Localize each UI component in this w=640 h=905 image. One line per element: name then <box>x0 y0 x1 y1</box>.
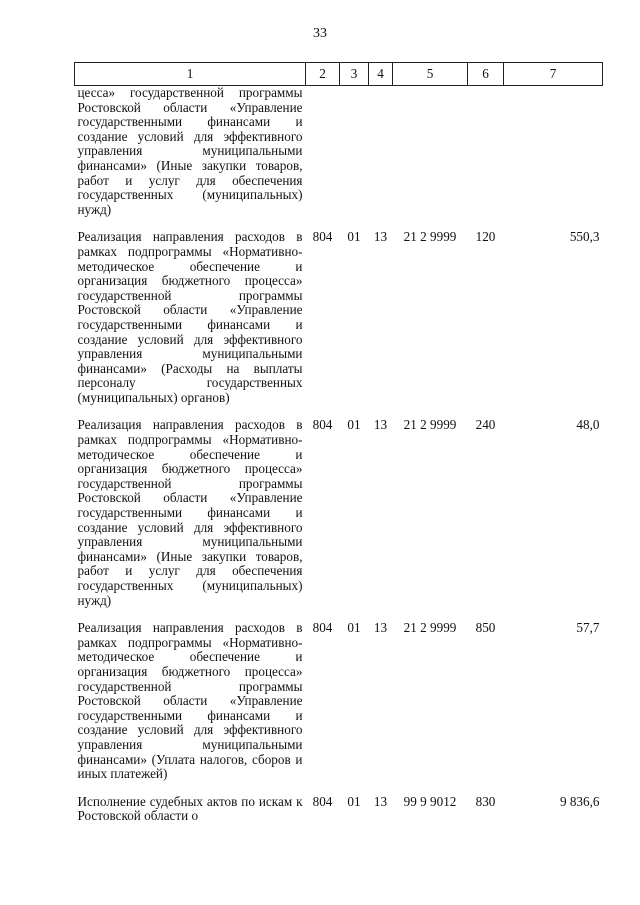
row-code-target: 21 2 9999 <box>403 417 457 433</box>
row-code-expense-type <box>468 86 504 231</box>
row-description: Реализация направления расходов в рамках подпрограммы «Нормативно-методическое обеспечение и организация бюджетного процесса» государственной программы Ростовской области «Управление государственными финансами и создание условий для эффективного управления муниципальными финансами» (Уплата налогов, сборов и иных платежей) <box>77 620 303 782</box>
column-header-1: 1 <box>75 63 306 86</box>
row-code-ministry <box>306 86 340 231</box>
row-code-expense-type: 830 <box>475 793 496 809</box>
row-code-target: 21 2 9999 <box>403 620 457 636</box>
row-code-section: 01 <box>347 417 361 433</box>
column-header-2: 2 <box>306 63 340 86</box>
row-amount: 550,3 <box>569 229 600 245</box>
column-header-6: 6 <box>468 63 504 86</box>
column-header-5: 5 <box>393 63 468 86</box>
table-row <box>75 795 603 824</box>
row-code-expense-type: 850 <box>475 620 496 636</box>
row-code-subsection: 13 <box>373 229 388 245</box>
row-code-expense-type: 240 <box>475 417 496 433</box>
row-code-subsection <box>369 86 393 231</box>
row-code-section <box>340 86 369 231</box>
row-code-section: 01 <box>347 229 361 245</box>
page-number: 33 <box>313 26 327 41</box>
row-code-subsection: 13 <box>373 620 388 636</box>
row-description: Реализация направления расходов в рамках подпрограммы «Нормативно-методическое обеспечение и организация бюджетного процесса» государственной программы Ростовской области «Управление государственными финансами и создание условий для эффективного управления муниципальными финансами» (Расходы на выплаты персоналу государственных (муниципальных) органов) <box>77 229 303 405</box>
row-code-section: 01 <box>347 793 361 809</box>
row-code-ministry: 804 <box>312 417 333 433</box>
row-description: цесса» государственной программы Ростовской области «Управление государственными финансами и создание условий для эффективного управления муниципальными финансами» (Иные закупки товаров, работ и услуг для обеспечения государственных (муниципальных) нужд) <box>77 85 303 217</box>
table-row <box>75 230 603 418</box>
row-description: Реализация направления расходов в рамках подпрограммы «Нормативно-методическое обеспечение и организация бюджетного процесса» государственной программы Ростовской области «Управление государственными финансами и создание условий для эффективного управления муниципальными финансами» (Иные закупки товаров, работ и услуг для обеспечения государственных (муниципальных) нужд) <box>77 417 303 608</box>
column-header-7: 7 <box>504 63 603 86</box>
table-row <box>75 621 603 795</box>
row-code-subsection: 13 <box>373 793 388 809</box>
budget-table <box>74 62 603 824</box>
table-header-row <box>75 63 603 86</box>
column-header-3: 3 <box>340 63 369 86</box>
row-code-expense-type: 120 <box>475 229 496 245</box>
row-code-ministry: 804 <box>312 793 333 809</box>
row-code-subsection: 13 <box>373 417 388 433</box>
table-row <box>75 86 603 231</box>
row-amount: 9 836,6 <box>559 793 600 809</box>
row-code-target: 21 2 9999 <box>403 229 457 245</box>
row-amount: 57,7 <box>576 620 600 636</box>
row-amount: 48,0 <box>576 417 600 433</box>
row-amount <box>504 86 603 231</box>
column-header-4: 4 <box>369 63 393 86</box>
row-description: Исполнение судебных актов по искам к Ростовской области о <box>77 793 303 824</box>
row-code-section: 01 <box>347 620 361 636</box>
row-code-target <box>393 86 468 231</box>
row-code-target: 99 9 9012 <box>403 793 457 809</box>
row-code-ministry: 804 <box>312 229 333 245</box>
row-code-ministry: 804 <box>312 620 333 636</box>
table-row <box>75 418 603 621</box>
